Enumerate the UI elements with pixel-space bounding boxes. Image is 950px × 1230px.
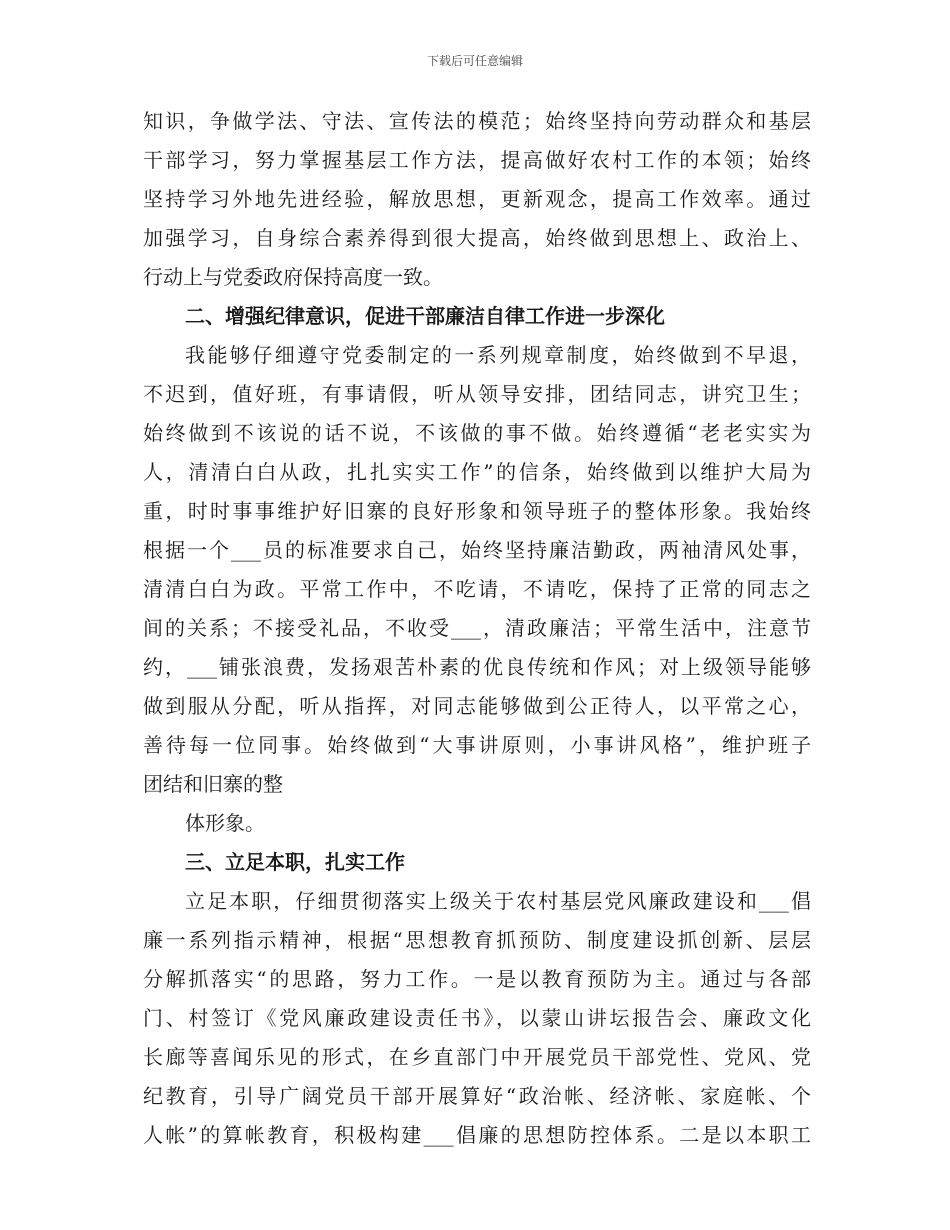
text-line: 不迟到，值好班，有事请假，听从领导安排，团结同志，讲究卫生； xyxy=(143,382,811,406)
text-line: 清清白白为政。平常工作中，不吃请，不请吃，保持了正常的同志之 xyxy=(143,577,811,601)
text-line: 坚持学习外地先进经验，解放思想，更新观念，提高工作效率。通过 xyxy=(143,187,811,211)
text-line: 加强学习，自身综合素养得到很大提高，始终做到思想上、政治上、 xyxy=(143,226,811,250)
text-line: 我能够仔细遵守党委制定的一系列规章制度，始终做到不早退， xyxy=(185,343,811,367)
text-line: 知识，争做学法、守法、宣传法的模范；始终坚持向劳动群众和基层 xyxy=(143,109,811,133)
text-line: 人帐”的算帐教育，积极构建___倡廉的思想防控体系。二是以本职工 xyxy=(143,1123,811,1147)
text-line: 立足本职，仔细贯彻落实上级关于农村基层党风廉政建设和___倡 xyxy=(185,889,811,913)
text-line: 重，时时事事维护好旧寨的良好形象和领导班子的整体形象。我始终 xyxy=(143,499,811,523)
text-line: 纪教育，引导广阔党员干部开展算好“政治帐、经济帐、家庭帐、个 xyxy=(143,1084,811,1108)
section-heading: 二、增强纪律意识，促进干部廉洁自律工作进一步深化 xyxy=(185,304,665,328)
text-line: 体形象。 xyxy=(185,811,265,835)
text-line: 分解抓落实“的思路，努力工作。一是以教育预防为主。通过与各部 xyxy=(143,967,811,991)
text-line: 间的关系；不接受礼品，不收受___，清政廉洁；平常生活中，注意节 xyxy=(143,616,811,640)
text-line: 根据一个___员的标准要求自己，始终坚持廉洁勤政，两袖清风处事， xyxy=(143,538,811,562)
text-line: 始终做到不该说的话不说，不该做的事不做。始终遵循“老老实实为 xyxy=(143,421,811,445)
text-line: 干部学习，努力掌握基层工作方法，提高做好农村工作的本领；始终 xyxy=(143,148,811,172)
text-line: 长廊等喜闻乐见的形式，在乡直部门中开展党员干部党性、党风、党 xyxy=(143,1045,811,1069)
section-heading: 三、立足本职，扎实工作 xyxy=(185,850,405,874)
page-header: 下载后可任意编辑 xyxy=(426,54,523,68)
text-line: 行动上与党委政府保持高度一致。 xyxy=(143,265,443,289)
text-line: 人，清清白白从政，扎扎实实工作”的信条，始终做到以维护大局为 xyxy=(143,460,811,484)
text-line: 门、村签订《党风廉政建设责任书》，以蒙山讲坛报告会、廉政文化 xyxy=(143,1006,811,1030)
text-line: 团结和旧寨的整 xyxy=(143,772,283,796)
text-line: 廉一系列指示精神，根据“思想教育抓预防、制度建设抓创新、层层 xyxy=(143,928,811,952)
text-line: 约，___铺张浪费，发扬艰苦朴素的优良传统和作风；对上级领导能够 xyxy=(143,655,811,679)
document-body xyxy=(143,102,811,1155)
text-line: 做到服从分配，听从指挥，对同志能够做到公正待人，以平常之心， xyxy=(143,694,811,718)
text-line: 善待每一位同事。始终做到“大事讲原则，小事讲风格”，维护班子 xyxy=(143,733,811,757)
